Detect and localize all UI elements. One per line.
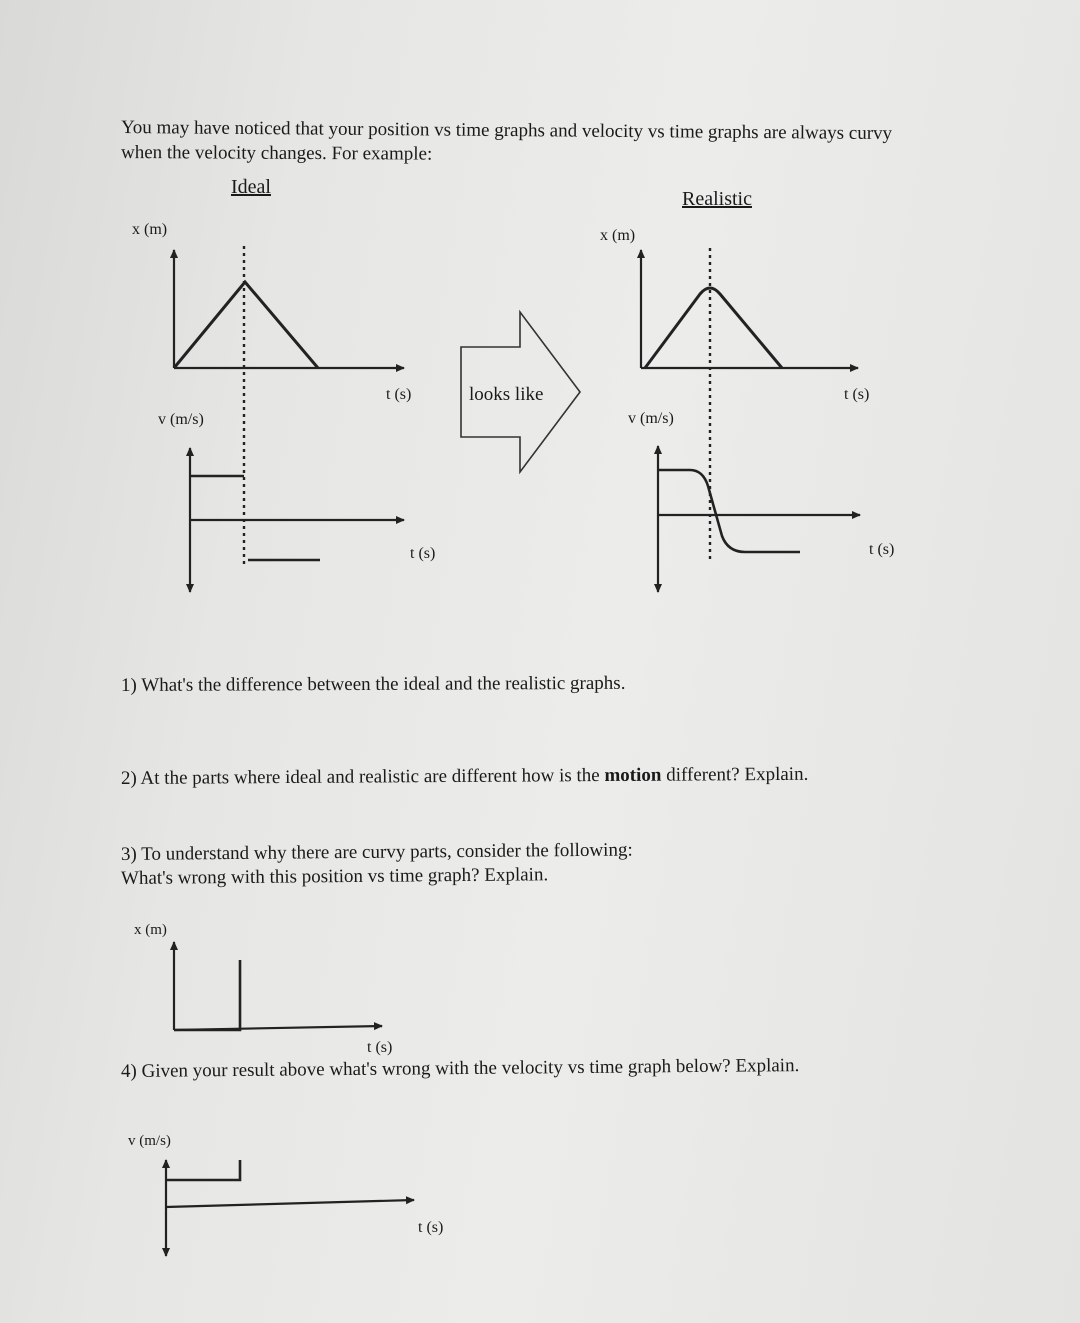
question-2-bold-word: motion xyxy=(604,764,662,787)
ideal-position-graph xyxy=(174,246,404,565)
realistic-heading: Realistic xyxy=(682,188,752,210)
realistic-t-label-bottom: t (s) xyxy=(869,541,895,558)
q3-position-graph xyxy=(174,942,382,1030)
ideal-x-label: x (m) xyxy=(132,221,168,238)
realistic-velocity-graph xyxy=(658,446,860,592)
q4-v-label: v (m/s) xyxy=(128,1133,171,1149)
question-2-text-start: 2) At the parts where ideal and realistic are different how is the xyxy=(120,765,605,789)
question-3-line-2: What's wrong with this position vs time graph? Explain. xyxy=(120,864,549,889)
realistic-t-label-top: t (s) xyxy=(844,386,870,403)
q3-x-label: x (m) xyxy=(134,922,167,938)
q3-position-curve xyxy=(174,960,240,1030)
ideal-heading: Ideal xyxy=(231,176,271,198)
question-3-line-1: 3) To understand why there are curvy parts, consider the following: xyxy=(120,839,633,865)
ideal-v-label: v (m/s) xyxy=(158,411,204,428)
intro-line-2: when the velocity changes. For example: xyxy=(120,142,433,165)
realistic-position-curve xyxy=(645,288,782,368)
q3-t-label: t (s) xyxy=(367,1039,393,1056)
intro-line-1: You may have noticed that your position vs time graphs and velocity vs time graphs are always curvy xyxy=(120,117,893,145)
q4-velocity-graph xyxy=(166,1160,414,1256)
question-2-text-end: different? Explain. xyxy=(661,763,809,786)
question-2 xyxy=(121,763,808,790)
question-1: 1) What's the difference between the ideal and the realistic graphs. xyxy=(120,672,626,696)
q4-t-axis xyxy=(166,1200,414,1207)
realistic-x-label: x (m) xyxy=(600,227,636,244)
ideal-t-label-top: t (s) xyxy=(386,386,412,403)
q4-t-label: t (s) xyxy=(418,1219,444,1236)
ideal-position-curve xyxy=(174,282,318,368)
realistic-v-label: v (m/s) xyxy=(628,410,674,427)
q4-velocity-curve xyxy=(166,1160,240,1180)
looks-like-text: looks like xyxy=(469,384,544,405)
question-4: 4) Given your result above what's wrong with the velocity vs time graph below? Explain. xyxy=(120,1055,800,1082)
ideal-t-label-bottom: t (s) xyxy=(410,545,436,562)
ideal-velocity-graph xyxy=(190,448,404,592)
realistic-velocity-curve xyxy=(658,470,800,552)
